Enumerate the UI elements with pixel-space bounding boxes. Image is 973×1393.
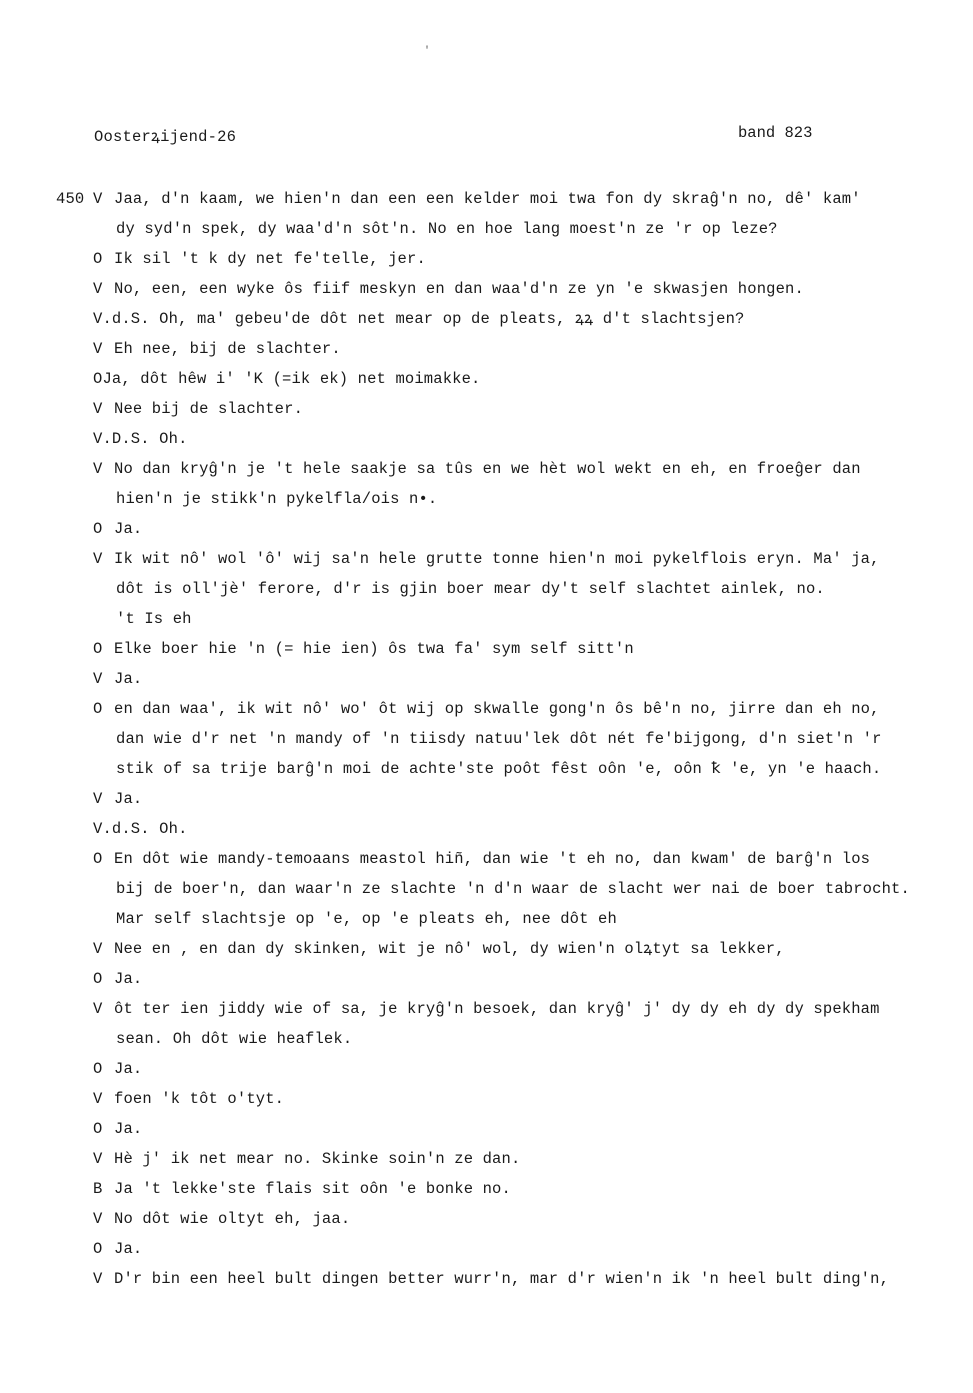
transcript-line <box>0 304 973 334</box>
transcript-lines <box>0 184 973 1294</box>
transcript-line <box>0 904 973 934</box>
utterance-text: D'r bin een heel bult dingen better wurr'n, mar d'r wien'n ik 'n heel bult ding'n, <box>114 1270 890 1288</box>
utterance-text: foen 'k tôt o'tyt. <box>114 1090 285 1108</box>
transcript-line <box>0 544 973 574</box>
transcript-line <box>0 334 973 364</box>
transcript-line <box>0 244 973 274</box>
transcript-line <box>0 1264 973 1294</box>
speaker-label: O <box>93 1060 103 1078</box>
speaker-label: V <box>93 400 103 418</box>
transcript-line <box>0 1144 973 1174</box>
transcript-line <box>0 1114 973 1144</box>
speaker-label: V <box>93 460 103 478</box>
utterance-text: Ja. <box>114 1060 143 1078</box>
transcript-line <box>0 994 973 1024</box>
utterance-text: Ja. <box>114 1240 143 1258</box>
transcript-line <box>0 214 973 244</box>
transcript-line <box>0 364 973 394</box>
utterance-text: Ja. <box>114 790 143 808</box>
speaker-label: V <box>93 1270 103 1288</box>
transcript-line <box>0 934 973 964</box>
speaker-label: V <box>93 1090 103 1108</box>
transcript-line <box>0 184 973 214</box>
transcript-line <box>0 964 973 994</box>
speaker-label: V <box>93 940 103 958</box>
transcript-line <box>0 1204 973 1234</box>
speaker-label: O <box>93 1240 103 1258</box>
utterance-text: V.D.S. Oh. <box>93 430 188 448</box>
tape-number: band 823 <box>738 124 813 142</box>
utterance-text: en dan waa', ik wit nô' wo' ôt wij op skwalle gong'n ôs bê'n no, jirre dan eh no, <box>114 700 880 718</box>
speaker-label: V <box>93 1210 103 1228</box>
transcript-line <box>0 424 973 454</box>
utterance-text: Jaa, d'n kaam, we hien'n dan een een kelder moi twa fon dy skraĝ'n no, dê' kam' <box>114 190 861 208</box>
speaker-label: O <box>93 700 103 718</box>
utterance-text: No dan kryĝ'n je 't hele saakje sa tûs en we hèt wol wekt en eh, en froeĝer dan <box>114 460 861 478</box>
utterance-text: hien'n je stikk'n pykelfla/ois n•. <box>116 490 438 508</box>
transcript-line <box>0 1024 973 1054</box>
utterance-text: bij de boer'n, dan waar'n ze slachte 'n d'n waar de slacht wer nai de boer tabrocht. <box>116 880 910 898</box>
utterance-text: Eh nee, bij de slachter. <box>114 340 341 358</box>
transcript-line <box>0 874 973 904</box>
speaker-label: V <box>93 340 103 358</box>
utterance-text: dôt is oll'jè' ferore, d'r is gjin boer mear dy't self slachtet ainlek, no. <box>116 580 825 598</box>
transcript-line <box>0 454 973 484</box>
speaker-label: V <box>93 190 103 208</box>
speaker-label: V <box>93 670 103 688</box>
transcript-line <box>0 514 973 544</box>
utterance-text: V.d.S. Oh. <box>93 820 188 838</box>
transcript-line <box>0 1054 973 1084</box>
speaker-label: O <box>93 640 103 658</box>
utterance-text: No, een, een wyke ôs fiif meskyn en dan waa'd'n ze yn 'e skwasjen hongen. <box>114 280 804 298</box>
utterance-text: Elke boer hie 'n (= hie ien) ôs twa fa' sym self sitt'n <box>114 640 634 658</box>
speaker-label: V <box>93 790 103 808</box>
utterance-text: Mar self slachtsje op 'e, op 'e pleats eh, nee dôt eh <box>116 910 617 928</box>
utterance-text: Ja. <box>114 670 143 688</box>
transcript-line <box>0 274 973 304</box>
transcript-line <box>0 664 973 694</box>
utterance-text: Ja 't lekke'ste flais sit oôn 'e bonke no. <box>114 1180 511 1198</box>
transcript-line <box>0 604 973 634</box>
speaker-label: V <box>93 1150 103 1168</box>
document-title: Oosterꝝijend-26 <box>94 128 237 146</box>
utterance-text: dy syd'n spek, dy waa'd'n sôt'n. No en hoe lang moest'n ze 'r op leze? <box>116 220 778 238</box>
transcript-line <box>0 814 973 844</box>
speaker-label: V <box>93 550 103 568</box>
speaker-label: O <box>93 520 103 538</box>
utterance-text: 't Is eh <box>116 610 192 628</box>
utterance-text: dan wie d'r net 'n mandy of 'n tiisdy natuu'lek dôt nét fe'bijgong, d'n siet'n 'r <box>116 730 882 748</box>
line-number: 450 <box>56 190 85 208</box>
speaker-label: B <box>93 1180 103 1198</box>
utterance-text: Ik wit nô' wol 'ô' wij sa'n hele grutte tonne hien'n moi pykelflois eryn. Ma' ja, <box>114 550 880 568</box>
speaker-label: O <box>93 850 103 868</box>
transcript-line <box>0 694 973 724</box>
speaker-label: V <box>93 280 103 298</box>
transcript-line <box>0 724 973 754</box>
utterance-text: Ik sil 't k dy net fe'telle, jer. <box>114 250 426 268</box>
utterance-text: Ja. <box>114 1120 143 1138</box>
transcript-line <box>0 394 973 424</box>
utterance-text: Nee en , en dan dy skinken, wit je nô' wol, dy wien'n olꝝtyt sa lekker, <box>114 940 785 958</box>
utterance-text: V.d.S. Oh, ma' gebeu'de dôt net mear op de pleats, ꝝꝝ d't slachtsjen? <box>93 310 745 328</box>
transcript-line <box>0 754 973 784</box>
transcript-line <box>0 1084 973 1114</box>
transcript-line <box>0 1174 973 1204</box>
utterance-text: En dôt wie mandy-temoaans meastol hiñ, dan wie 't eh no, dan kwam' de barĝ'n los <box>114 850 871 868</box>
utterance-text: Ja. <box>114 520 143 538</box>
transcript-line <box>0 784 973 814</box>
transcript-line <box>0 634 973 664</box>
speaker-label: V <box>93 1000 103 1018</box>
utterance-text: Hè j' ik net mear no. Skinke soin'n ze dan. <box>114 1150 521 1168</box>
speaker-label: O <box>93 250 103 268</box>
speaker-label: O <box>93 1120 103 1138</box>
utterance-text: No dôt wie oltyt eh, jaa. <box>114 1210 351 1228</box>
speck-mark: ' <box>424 46 431 57</box>
transcript-line <box>0 844 973 874</box>
utterance-text: Nee bij de slachter. <box>114 400 304 418</box>
utterance-text: Ja. <box>114 970 143 988</box>
utterance-text: stik of sa trije barĝ'n moi de achte'ste poôt fêst oôn 'e, oôn ꝁ 'e, yn 'e haach. <box>116 760 882 778</box>
utterance-text: sean. Oh dôt wie heaflek. <box>116 1030 353 1048</box>
speaker-label: O <box>93 970 103 988</box>
utterance-text: ôt ter ien jiddy wie of sa, je kryĝ'n besoek, dan kryĝ' j' dy dy eh dy dy spekham <box>114 1000 880 1018</box>
transcript-line <box>0 574 973 604</box>
transcript-line <box>0 484 973 514</box>
transcript-line <box>0 1234 973 1264</box>
utterance-text: OJa, dôt hêw i' 'K (=ik ek) net moimakke. <box>93 370 481 388</box>
